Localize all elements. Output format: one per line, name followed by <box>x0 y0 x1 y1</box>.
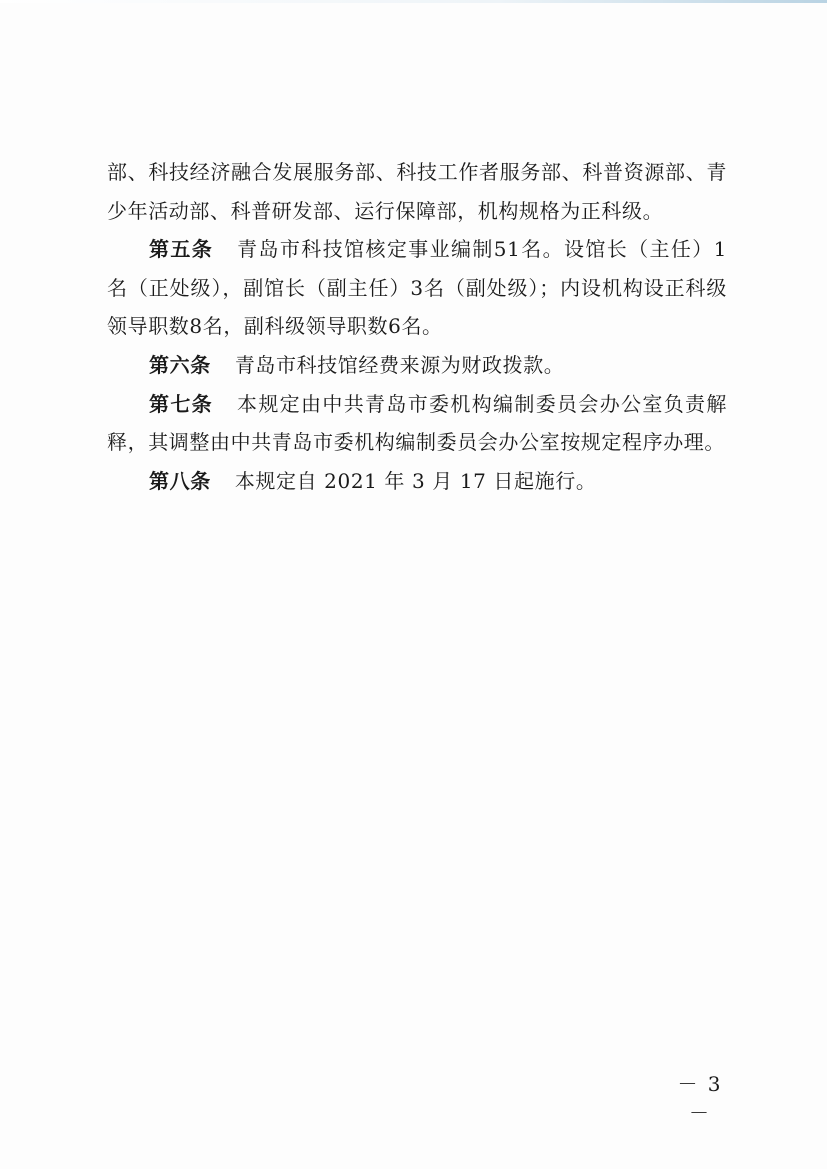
article-5-text: 青岛市科技馆核定事业编制51名。设馆长（主任）1名（正处级），副馆长（副主任）3名（副处级）；内设机构设正科级领导职数8名，副科级领导职数6名。 <box>107 237 727 339</box>
article-6-text: 青岛市科技馆经费来源为财政拨款。 <box>234 352 565 377</box>
article-7 <box>107 385 727 462</box>
article-6 <box>107 346 727 385</box>
scan-edge <box>0 0 827 3</box>
continuation-paragraph: 部、科技经济融合发展服务部、科技工作者服务部、科普资源部、青少年活动部、科普研发部、运行保障部，机构规格为正科级。 <box>107 160 727 223</box>
page-number: － 3 － <box>677 1072 723 1125</box>
article-8-label: 第八条 <box>149 468 211 493</box>
article-5-label: 第五条 <box>149 237 214 262</box>
article-5 <box>107 230 727 346</box>
article-7-text: 本规定由中共青岛市委机构编制委员会办公室负责解释，其调整由中共青岛市委机构编制委员会办公室按规定程序办理。 <box>107 391 727 455</box>
document-body <box>107 153 727 500</box>
article-8-text: 本规定自 2021 年 3 月 17 日起施行。 <box>234 468 597 493</box>
article-7-label: 第七条 <box>149 391 214 416</box>
article-8 <box>107 462 727 501</box>
article-6-label: 第六条 <box>149 352 211 377</box>
